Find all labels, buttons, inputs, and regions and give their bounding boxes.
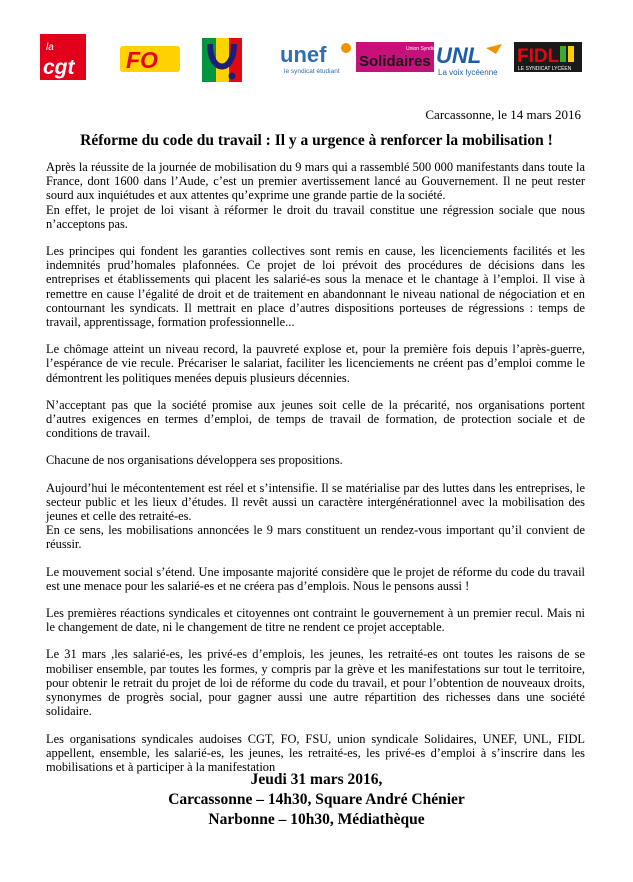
fsu-logo: [202, 38, 242, 82]
event-date: Jeudi 31 mars 2016,: [250, 771, 383, 788]
logo-bar: [40, 34, 593, 82]
cgt-small-text: la: [46, 42, 54, 53]
solidaires-logo: [356, 42, 443, 72]
unef-text: unef: [280, 42, 327, 67]
unl-text: UNL: [436, 43, 482, 68]
unl-subtitle: La voix lycéenne: [438, 68, 498, 77]
paragraph: Aujourd’hui le mécontentement est réel et s’intensifie. Il se matérialise par des luttes dans les entreprises, le secteur public et les lieux d’études. Il revêt aussi un caractère intergénérationnel avec la mobilisation des jeunes et celle des retraité-es.: [46, 480, 585, 524]
solidaires-text: Solidaires: [359, 53, 431, 70]
fidl-text: FIDL: [517, 46, 560, 67]
unef-subtitle: le syndicat étudiant: [284, 68, 340, 75]
solidaires-subtitle: Union Syndicale: [406, 46, 443, 52]
paragraph: Le chômage atteint un niveau record, la pauvreté explose et, pour la première fois depuis l’après-guerre, l’espérance de vie recule. Précariser le salariat, faciliter les licenciements ne créent pas d’emploi comme le démontrent les politiques menées depuis plusieurs décennies.: [46, 342, 585, 385]
paragraph: Le mouvement social s’étend. Une imposante majorité considère que le projet de réforme du code du travail est une menace pour les salarié-es et ne créera pas d’emplois. Nous le pensons aussi !: [46, 564, 585, 593]
document-title: Réforme du code du travail : Il y a urgence à renforcer la mobilisation !: [80, 132, 553, 149]
paragraph: Les organisations syndicales audoises CGT, FO, FSU, union syndicale Solidaires, UNEF, UNL, FIDL appellent, ensemble, les salarié-es, les jeunes, les retraité-es, les privé-es d’emploi à s’inscrire dans les mobilisations et à participer à la manifestation: [46, 731, 585, 774]
event-announcement: [0, 770, 633, 830]
fo-text: FO: [126, 47, 158, 73]
event-narbonne: Narbonne – 10h30, Médiathèque: [208, 811, 425, 828]
paragraph: Le 31 mars ,les salarié-es, les privé-es d’emplois, les jeunes, les retraité-es ont toutes les raisons de se mobiliser ensemble, par toutes les formes, y compris par la grève et les manifestations sur tout le territoire, pour obtenir le retrait du projet de loi de réforme du code du travail, et pour l’obtention de nouveaux droits, synonymes de progrès social, pour gagner aussi une autre répartition des richesses dans une société solidaire.: [46, 647, 585, 719]
document-body: [46, 160, 585, 787]
document-date: Carcassonne, le 14 mars 2016: [425, 107, 581, 122]
unl-logo: [436, 42, 510, 78]
fo-logo: [120, 46, 180, 72]
fidl-subtitle: LE SYNDICAT LYCÉEN: [518, 66, 572, 72]
paragraph: Les premières réactions syndicales et citoyennes ont contraint le gouvernement à un premier recul. Mais ni le changement de date, ni le changement de titre ne rendent ce projet acceptable.: [46, 606, 585, 635]
paragraph: Chacune de nos organisations développera ses propositions.: [46, 453, 343, 468]
paragraph: Les principes qui fondent les garanties collectives sont remis en cause, les licenciements facilités et les indemnités prud’homales plafonnées. Ce projet de loi prévoit des procédures de décisions dans les entreprises et établissements qui placent les salarié-es sous la menace et le chantage à l’emploi. Il vise à remettre en cause l’égalité de droit et de traitement en abandonnant le niveau national de négociation et en contournant les syndicats. Il mettrait en place d’autres dispositions porteuses de régressions : temps de travail, apprentissage, formation professionnelle...: [46, 244, 585, 330]
paragraph: Après la réussite de la journée de mobilisation du 9 mars qui a rassemblé 500 000 manifestants dans toute la France, dont 1600 dans l’Aude, c’est un premier avertissement lancé au Gouvernement. Il ne peut rester sourd aux inquiétudes et aux attentes qu’exprime une grande partie de la société.: [46, 160, 585, 203]
event-carcassonne: Carcassonne – 14h30, Square André Chénier: [168, 791, 465, 808]
cgt-main-text: cgt: [43, 56, 75, 79]
fidl-logo: [514, 42, 582, 72]
cgt-logo: [40, 34, 86, 80]
paragraph: N’acceptant pas que la société promise aux jeunes soit celle de la précarité, nos organisations portent d’autres exigences en termes d’emploi, de temps de travail de formation, de protection sociale et de conditions de travail.: [46, 397, 585, 441]
paragraph: En ce sens, les mobilisations annoncées le 9 mars constituent un rendez-vous important qu’il convient de réussir.: [46, 523, 585, 552]
paragraph: En effet, le projet de loi visant à réformer le droit du travail constitue une régression sociale que nous n’acceptons pas.: [46, 202, 585, 231]
unef-logo: [280, 40, 356, 78]
